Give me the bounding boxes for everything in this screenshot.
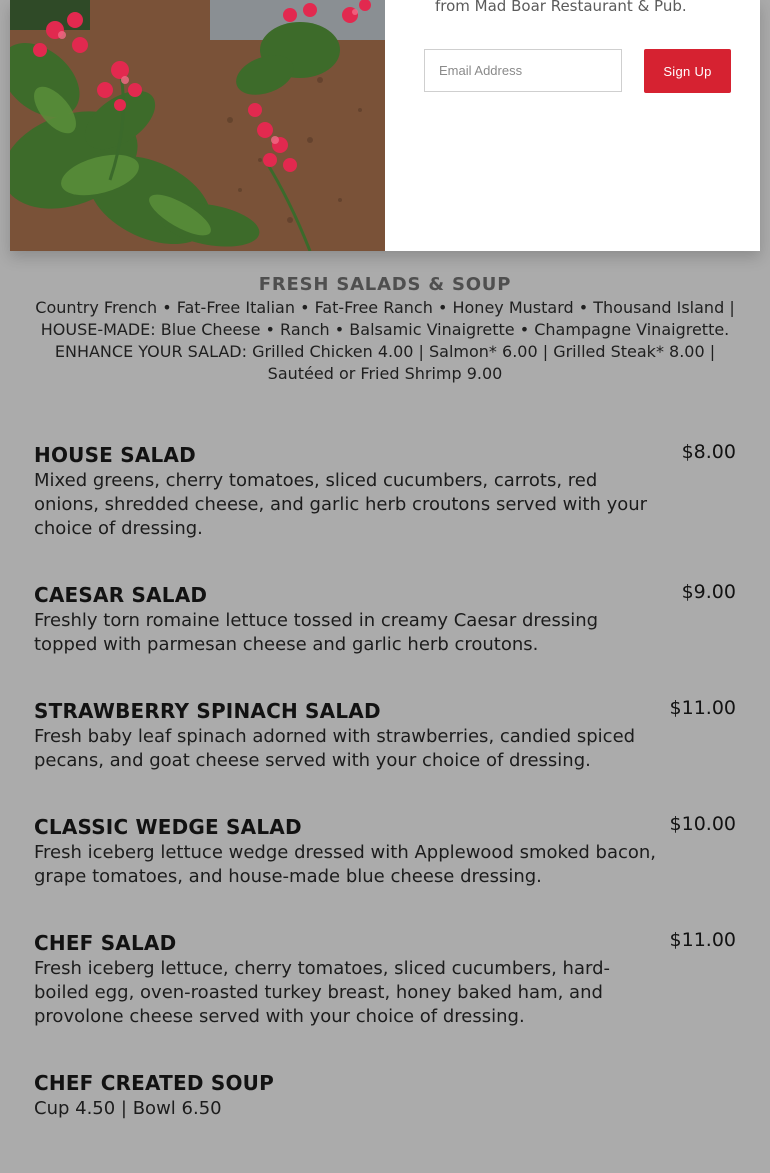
item-name: CHEF SALAD bbox=[34, 931, 177, 955]
sign-up-button[interactable]: Sign Up bbox=[644, 49, 731, 93]
item-description: Fresh iceberg lettuce, cherry tomatoes, sliced cucumbers, hard-boiled egg, oven-roasted turkey breast, honey baked ham, and provolone cheese served with your choice of dressing. bbox=[34, 958, 610, 1027]
item-description: Fresh iceberg lettuce wedge dressed with Applewood smoked bacon, grape tomatoes, and house-made blue cheese dressing. bbox=[34, 842, 657, 887]
menu-item-caesar-salad bbox=[34, 581, 736, 657]
popup-subtitle: from Mad Boar Restaurant & Pub. bbox=[435, 0, 687, 15]
enhance-salad-note: ENHANCE YOUR SALAD: Grilled Chicken 4.00 | Salmon* 6.00 | Grilled Steak* 8.00 | Sautéed or Fried Shrimp 9.00 bbox=[54, 342, 716, 383]
item-description: Freshly torn romaine lettuce tossed in creamy Caesar dressing topped with parmesan cheese and garlic herb croutons. bbox=[34, 610, 599, 655]
newsletter-popup bbox=[10, 0, 760, 251]
menu-item-classic-wedge-salad bbox=[34, 813, 736, 889]
item-price: $11.00 bbox=[669, 697, 736, 719]
item-price: $8.00 bbox=[681, 441, 736, 463]
menu-item-chef-salad bbox=[34, 929, 736, 1029]
menu-item-chef-created-soup bbox=[34, 1069, 736, 1121]
flower-photo bbox=[10, 0, 385, 251]
item-description: Fresh baby leaf spinach adorned with strawberries, candied spiced pecans, and goat cheese served with your choice of dressing. bbox=[34, 726, 636, 771]
item-name: CLASSIC WEDGE SALAD bbox=[34, 815, 302, 839]
dressings-line-2: HOUSE-MADE: Blue Cheese • Ranch • Balsamic Vinaigrette • Champagne Vinaigrette. bbox=[40, 320, 730, 339]
item-description: Mixed greens, cherry tomatoes, sliced cucumbers, carrots, red onions, shredded cheese, and garlic herb croutons served with your choice of dressing. bbox=[34, 470, 648, 539]
menu-item-strawberry-spinach-salad bbox=[34, 697, 736, 773]
section-title: FRESH SALADS & SOUP bbox=[258, 274, 512, 295]
salads-soup-section bbox=[0, 270, 770, 385]
flower-photo-illustration bbox=[10, 0, 385, 251]
item-price: $9.00 bbox=[681, 581, 736, 603]
item-price: $10.00 bbox=[669, 813, 736, 835]
item-description: Cup 4.50 | Bowl 6.50 bbox=[34, 1098, 222, 1119]
item-name: STRAWBERRY SPINACH SALAD bbox=[34, 699, 381, 723]
item-price: $11.00 bbox=[669, 929, 736, 951]
dressings-line-1: Country French • Fat-Free Italian • Fat-Free Ranch • Honey Mustard • Thousand Island | bbox=[35, 298, 735, 317]
menu-item-house-salad bbox=[34, 441, 736, 541]
item-name: CHEF CREATED SOUP bbox=[34, 1071, 274, 1095]
item-name: HOUSE SALAD bbox=[34, 443, 196, 467]
item-name: CAESAR SALAD bbox=[34, 583, 208, 607]
email-field[interactable] bbox=[424, 49, 622, 92]
